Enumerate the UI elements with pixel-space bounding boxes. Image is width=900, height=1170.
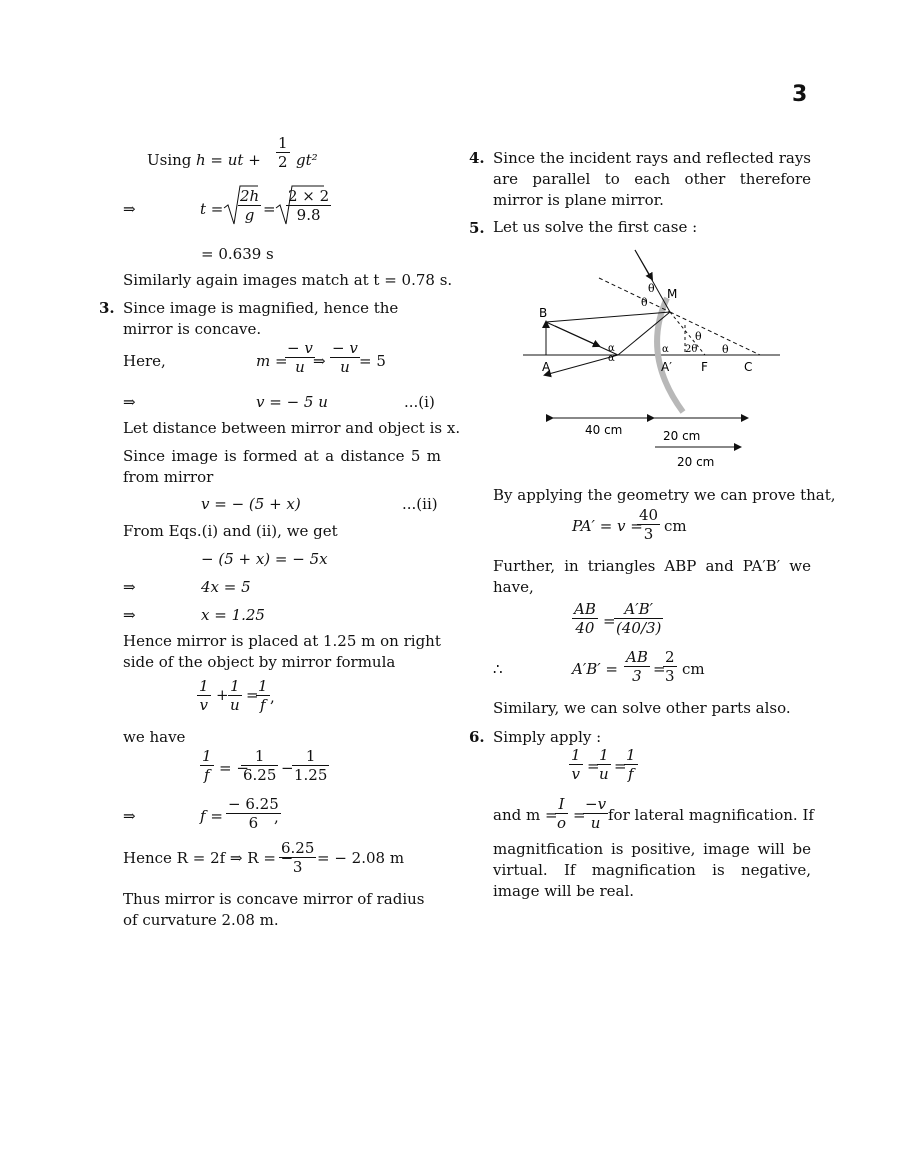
equals: =	[603, 612, 616, 630]
fraction-half: $\frac{1}{2}$	[278, 134, 288, 171]
frac-2-3: $\frac{2}{3}$	[665, 648, 675, 685]
equals: =	[587, 757, 600, 775]
cm-unit: cm	[664, 517, 687, 535]
v-equation-1: v = − 5 u	[256, 393, 328, 411]
point-m-label: M	[667, 287, 678, 301]
question-5-text: Let us solve the first case :	[493, 218, 698, 236]
we-have-text: we have	[123, 728, 186, 746]
frac-40-3: $\frac{40}{3}$	[639, 506, 659, 543]
mirror-ray-diagram	[515, 240, 795, 472]
t-value: = 0.639 s	[201, 245, 274, 263]
from-eqs-text: From Eqs.(i) and (ii), we get	[123, 522, 338, 540]
similarly-text: Similarly again images match at t = 0.78 s.	[123, 271, 453, 289]
question-4-number: 4.	[469, 149, 485, 167]
theta-label: θ	[641, 296, 648, 309]
m-equation: m =	[256, 352, 288, 370]
frac-v-u: $\frac{-v}{u}$	[585, 795, 607, 832]
by-applying-text: By applying the geometry we can prove that,	[493, 486, 836, 504]
two-theta-label: 2θ	[685, 344, 698, 355]
question-4-text: Since the incident rays and reflected rays are parallel to each other therefore mirror is plane mirror.	[493, 149, 811, 209]
point-a-prime-label: A′	[661, 360, 672, 374]
using-label: Using	[147, 151, 192, 169]
equals: =	[573, 806, 586, 824]
f-equation: f =	[200, 807, 223, 825]
dashed-normal	[599, 278, 670, 312]
frac-6.25-3: $\frac{6.25}{3}$	[281, 839, 315, 876]
ray-b-to-p-arrow	[555, 326, 599, 346]
ab-prime-equation: A′B′ =	[572, 660, 619, 678]
implies-arrow: ⇒	[123, 393, 136, 411]
question-6-number: 6.	[469, 728, 485, 746]
point-b-label: B	[539, 306, 548, 320]
r-value: = − 2.08 m	[317, 849, 405, 867]
implies-arrow: ⇒	[123, 606, 136, 624]
label-40cm: 40 cm	[585, 423, 623, 437]
h-equation: h = ut +	[196, 151, 261, 169]
hence-r-text: Hence R = 2f ⇒ R = −	[123, 849, 294, 867]
plus-sign: +	[216, 686, 229, 704]
t-equation: t =	[200, 200, 224, 218]
simple-frac-v: $\frac{1}{v}$	[571, 746, 581, 783]
equation-line-c: x = 1.25	[201, 606, 265, 624]
simple-frac-f: $\frac{1}{f}$	[626, 746, 636, 783]
gt-squared: gt²	[296, 151, 318, 169]
thus-text: Thus mirror is concave mirror of radius of curvature 2.08 m.	[123, 890, 425, 929]
equation-line-b: 4x = 5	[201, 578, 251, 596]
frac-ab-prime: $\frac{A'B'}{(40/3)}$	[616, 600, 662, 637]
mirror-frac-v: $\frac{1}{v}$	[199, 677, 209, 714]
page-number: 3	[792, 82, 808, 107]
similary-text: Similary, we can solve other parts also.	[493, 699, 791, 717]
implies-arrow: ⇒	[123, 200, 136, 218]
point-f-label: F	[701, 360, 708, 374]
label-20cm-a: 20 cm	[663, 429, 701, 443]
point-a-label: A	[542, 360, 551, 374]
simple-frac-u: $\frac{1}{u}$	[599, 746, 609, 783]
frac-ab-3: $\frac{AB}{3}$	[626, 648, 648, 685]
theta-label: θ	[648, 282, 655, 295]
label-20cm-b: 20 cm	[677, 455, 715, 469]
mirror-frac-f: $\frac{1}{f}$	[258, 677, 268, 714]
question-6-text: Simply apply :	[493, 728, 602, 746]
implies-inline: ⇒	[313, 352, 326, 370]
equals: =	[653, 660, 666, 678]
theta-label: θ	[695, 330, 702, 343]
frac-6.25-6: $\frac{- 6.25}{6}$	[228, 795, 279, 832]
implies-arrow: ⇒	[123, 578, 136, 596]
question-3-number: 3.	[99, 299, 115, 317]
let-distance-text: Let distance between mirror and object is x.	[123, 419, 461, 437]
mirror-frac-u: $\frac{1}{u}$	[230, 677, 240, 714]
pa-equation: PA′ = v =	[572, 517, 643, 535]
and-m-text: and m =	[493, 806, 558, 824]
fraction-2h-g: $\frac{2h}{g}$	[240, 187, 260, 224]
frac-i-o: $\frac{I}{o}$	[557, 795, 567, 832]
alpha-label: α	[608, 343, 615, 354]
cm-unit: cm	[682, 660, 705, 678]
comma: ,	[270, 688, 275, 706]
equation-line-a: − (5 + x) = − 5x	[201, 550, 328, 568]
hence-mirror-text: Hence mirror is placed at 1.25 m on right side of the object by mirror formula	[123, 632, 441, 671]
comma: ,	[274, 808, 279, 826]
frac-1-6.25: $\frac{1}{6.25}$	[243, 747, 277, 784]
equals-5: = 5	[359, 352, 386, 370]
v-equation-2: v = − (5 + x)	[201, 495, 301, 513]
implies-arrow: ⇒	[123, 807, 136, 825]
theta-label: θ	[722, 343, 729, 356]
here-label: Here,	[123, 352, 166, 370]
minus-sign: −	[281, 759, 294, 777]
equals: =	[246, 686, 259, 704]
eq-ref-i: ...(i)	[404, 393, 435, 411]
eq-ref-ii: ...(ii)	[402, 495, 438, 513]
further-text: Further, in triangles ABP and PA′B′ we have,	[493, 557, 811, 596]
alpha-label: α	[608, 353, 615, 364]
frac-ab-40: $\frac{AB}{40}$	[574, 600, 596, 637]
point-c-label: C	[744, 360, 753, 374]
equals: =	[614, 757, 627, 775]
lateral-text: for lateral magnification. If	[608, 806, 814, 824]
dashed-to-c	[670, 312, 760, 355]
frac-1-1.25: $\frac{1}{1.25}$	[294, 747, 328, 784]
magnification-text: magnitfication is positive, image will be virtual. If magnification is negative, image will be real.	[493, 840, 811, 900]
equals-minus: = −	[219, 759, 249, 777]
fraction-v-u-2: $\frac{- v}{u}$	[332, 339, 358, 376]
fraction-2x2-9.8: $\frac{2 \times 2}{9.8}$	[288, 187, 330, 224]
fraction-v-u: $\frac{- v}{u}$	[287, 339, 313, 376]
therefore-symbol: ∴	[493, 660, 503, 678]
ray-b-to-m	[546, 312, 670, 322]
question-3-text: Since image is magnified, hence the mirror is concave.	[123, 299, 399, 338]
question-5-number: 5.	[469, 219, 485, 237]
equals: =	[263, 200, 276, 218]
incident-ray-arrow	[635, 250, 652, 279]
frac-1-f: $\frac{1}{f}$	[202, 747, 212, 784]
since-image-text: Since image is formed at a distance 5 m from mirror	[123, 447, 441, 486]
alpha-label: α	[662, 344, 669, 355]
